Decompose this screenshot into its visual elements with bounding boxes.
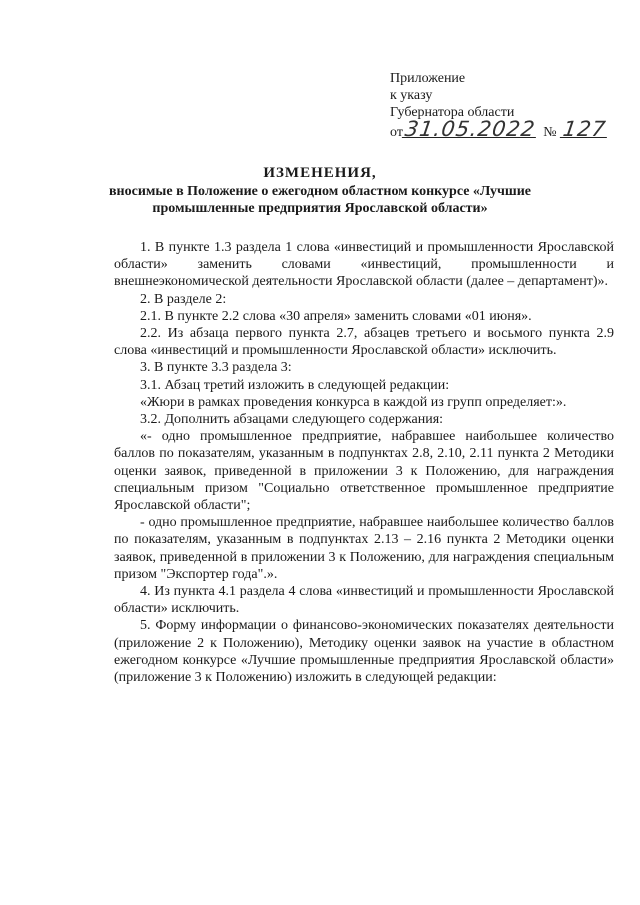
heading-title: ИЗМЕНЕНИЯ,: [263, 165, 377, 181]
appendix-block: [390, 70, 608, 141]
paragraph-5: 5. Форму информации о финансово-экономических показателях деятельности (приложение 2 к Положению), Методику оценки заявок на участие в областном ежегодном конкурсе «Лучшие промышленные предприятия Ярославской области» (приложение 3 к Положению) изложить в следующей редакции:: [114, 618, 614, 686]
handwritten-date: 31.05.2022: [403, 117, 537, 141]
paragraph-3: 3. В пункте 3.3 раздела 3:: [140, 360, 292, 376]
paragraph-bullet-social: «- одно промышленное предприятие, набравшее наибольшее количество баллов по показателям, указанным в подпунктах 2.8, 2.10, 2.11 пункта 2 Методики оценки заявок, приведенной в приложении 3 к Положению, для награждения специальным призом "Социально ответственное промышленное предприятие Ярославской области";: [114, 429, 614, 514]
appendix-line-1: Приложение: [390, 71, 466, 86]
paragraph-3-2: 3.2. Дополнить абзацами следующего содержания:: [140, 412, 444, 428]
appendix-line-2: к указу: [390, 88, 433, 103]
paragraph-1: 1. В пункте 1.3 раздела 1 слова «инвестиций и промышленности Ярославской области» заменить словами «инвестиций, промышленности и внешнеэкономической деятельности Ярославской области (далее – департамент)».: [114, 240, 614, 290]
paragraph-2: 2. В разделе 2:: [140, 291, 227, 307]
heading-subtitle: вносимые в Положение о ежегодном областном конкурсе «Лучшие промышленные предприятия Ярославской области»: [108, 184, 532, 216]
appendix-line-3: Губернатора области: [390, 105, 515, 120]
document-heading: [100, 163, 540, 217]
paragraph-2-2: 2.2. Из абзаца первого пункта 2.7, абзацев третьего и восьмого пункта 2.9 слова «инвестиций и промышленности Ярославской области» исключить.: [114, 326, 614, 359]
number-sign: №: [543, 125, 557, 140]
appendix-date-line: [390, 117, 608, 141]
paragraph-quote-jury: «Жюри в рамках проведения конкурса в каждой из групп определяет:».: [140, 394, 567, 410]
paragraph-4: 4. Из пункта 4.1 раздела 4 слова «инвестиций и промышленности Ярославской области» исключить.: [114, 584, 614, 617]
handwritten-number: 127: [560, 117, 608, 141]
paragraph-3-1: 3.1. Абзац третий изложить в следующей редакции:: [140, 377, 450, 393]
paragraph-2-1: 2.1. В пункте 2.2 слова «30 апреля» заменить словами «01 июня».: [140, 308, 532, 324]
date-prefix: от: [390, 125, 403, 140]
paragraph-bullet-exporter: - одно промышленное предприятие, набравшее наибольшее количество баллов по показателям, указанным в подпунктах 2.13 – 2.16 пункта 2 Методики оценки заявок, приведенной в приложении 3 к Положению, для награждения специальным призом "Экспортер года".».: [114, 515, 614, 582]
document-body: [114, 239, 614, 686]
